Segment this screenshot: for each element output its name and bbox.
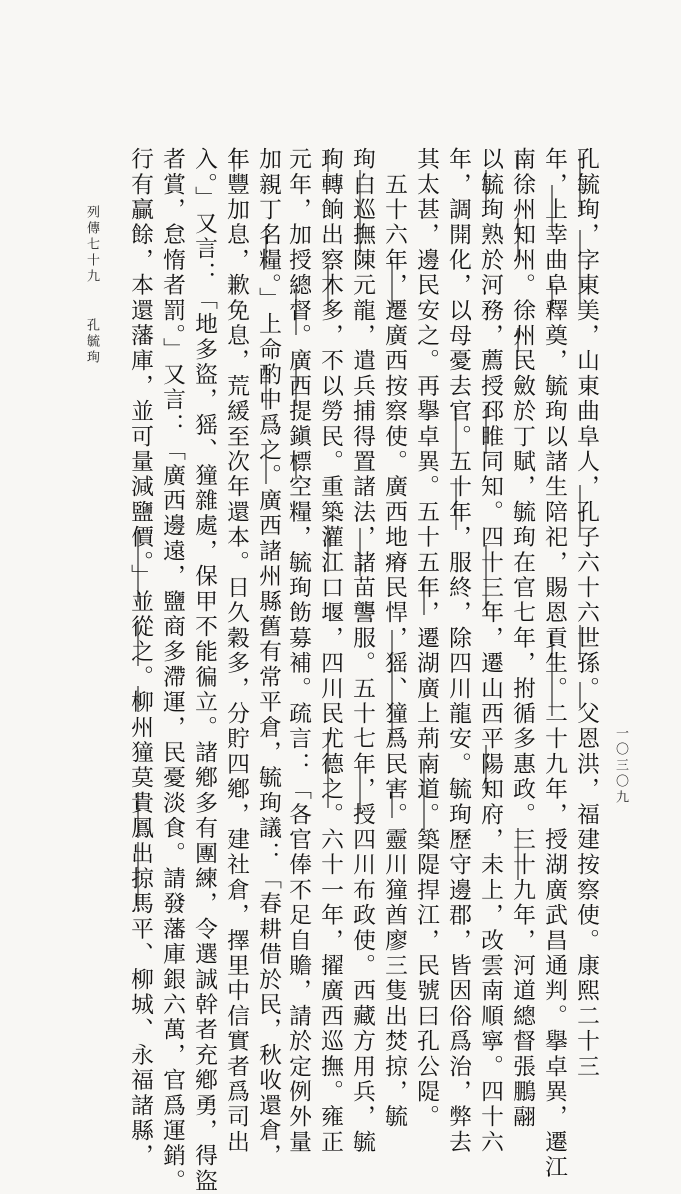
text-column-3: 南徐州知州。徐州民斂於丁賦，毓珣在官七年，拊循多惠政。三十九年，河道總督張鵬翮	[509, 147, 535, 1130]
text-column-9: 珣轉餉出察木多，不以勞民。重築灌江口堰，四川民尤德之。六十一年，擢廣西巡撫。雍正	[317, 147, 343, 1155]
text-column-14: 者賞，怠惰者罰。」又言：「廣西邊遠，鹽商多滯運，民憂淡食。請發藩庫銀六萬，官爲運銷。	[159, 147, 185, 1194]
text-column-7: 五十六年，遷廣西按察使。廣西地瘠民悍，猺、獞爲民害。靈川獞酋廖三隻出焚掠，毓	[381, 147, 407, 1130]
page-number: 一〇三〇九	[613, 726, 628, 806]
text-column-5: 年，調開化，以母憂去官。五十年，服終，除四川龍安。毓珣歷守邊郡，皆因俗爲治，弊去	[445, 147, 471, 1155]
text-column-12: 年豐加息，歉免息，荒緩至次年還本。日久穀多，分貯四鄕，建社倉，擇里中信實者爲司出	[223, 147, 249, 1155]
text-column-4: 以毓珣熟於河務，薦授邳睢同知。四十三年，遷山西平陽知府，未上，改雲南順寧。四十六	[477, 147, 503, 1155]
text-column-6: 其太甚，邊民安之。再擧卓異。五十五年，遷湖廣上荊南道。築隄捍江，民號曰孔公隄。	[413, 147, 439, 1130]
text-column-15: 行有贏餘，本還藩庫，並可量減鹽價。」並從之。柳州獞莫貴鳳出掠馬平、柳城、永福諸縣，	[127, 147, 153, 1169]
running-head-chapter: 列傳七十九	[84, 205, 99, 285]
text-column-10: 元年，加授總督。廣西提鎭標空糧，毓珣飭募補。疏言：「各官俸不足自贍，請於定例外量	[285, 147, 311, 1155]
running-head-subject: 孔毓珣	[84, 318, 99, 366]
text-column-1: 孔毓珣，字東美，山東曲阜人，孔子六十六世孫。父恩洪，福建按察使。康熙二十三	[573, 147, 599, 1080]
text-column-2: 年，上幸曲阜釋奠，毓珣以諸生陪祀，賜恩貢生。二十九年，授湖廣武昌通判。擧卓異，遷江	[541, 147, 567, 1181]
text-column-13: 入。」又言：「地多盜，猺、獞雜處，保甲不能徧立。諸鄕多有團練，令選誠幹者充鄕勇，得盜	[191, 147, 217, 1194]
text-column-11: 加親丁名糧。」上命酌中爲之。廣西諸州縣舊有常平倉，毓珣議：「春耕借於民，秋收還倉，	[255, 147, 281, 1169]
text-column-8: 珣白巡撫陳元龍，遣兵捕得置諸法，諸苗讋服。五十七年，授四川布政使。西藏方用兵，毓	[349, 147, 375, 1155]
